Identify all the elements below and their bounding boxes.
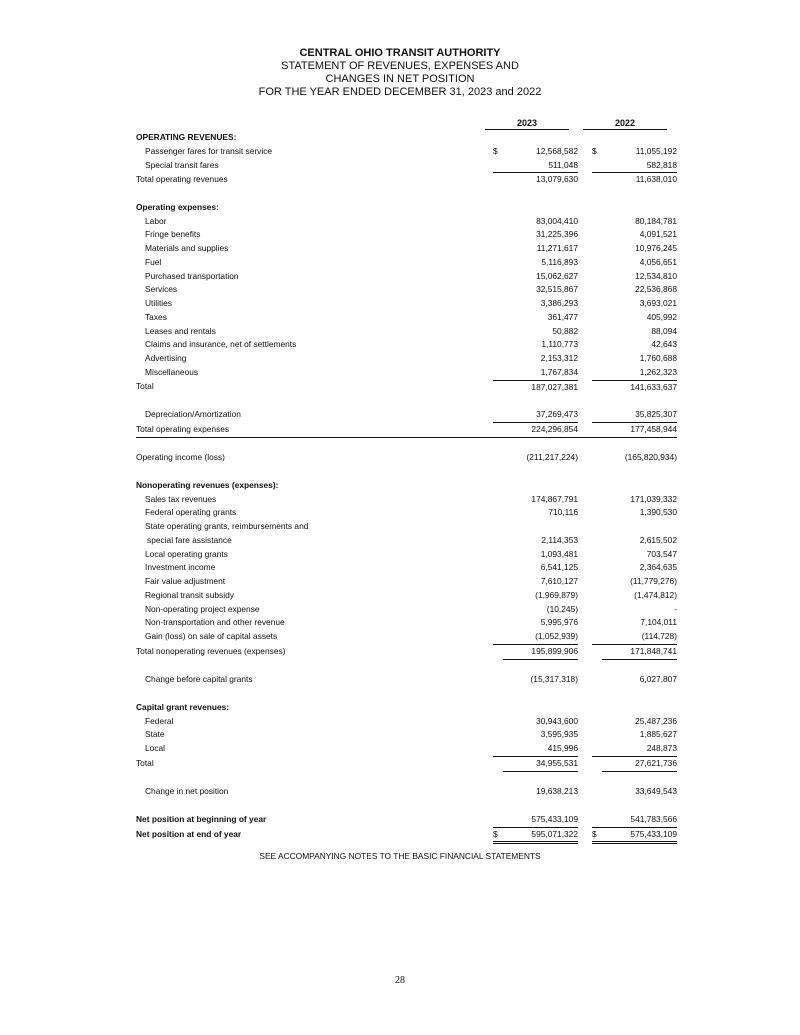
row-label: Investment income <box>145 562 216 573</box>
table-row <box>136 145 677 159</box>
row-label: Regional transit subsidy <box>145 589 234 600</box>
value-2023: (10,245) <box>546 603 578 614</box>
table-row <box>136 228 677 242</box>
row-label: Passenger fares for transit service <box>145 145 273 156</box>
row-label: Fair value adjustment <box>145 576 226 586</box>
value-2022: 4,091,521 <box>639 229 677 240</box>
value-2022: 2,615,502 <box>639 534 677 545</box>
row-label: Special transit fares <box>145 159 219 170</box>
statement-header <box>0 47 800 99</box>
value-2022: 703,547 <box>646 548 677 559</box>
column-header-2022: 2022 <box>583 118 667 130</box>
row-label: Non-transportation and other revenue <box>145 617 285 628</box>
table-row <box>136 311 677 325</box>
row-label: Local <box>145 743 166 754</box>
value-2023: 83,004,410 <box>536 215 578 226</box>
section-heading-row <box>136 701 677 715</box>
table-row <box>136 575 677 589</box>
section-heading-row <box>136 131 677 145</box>
table-row <box>136 630 677 644</box>
value-2022: 2,364,635 <box>639 562 677 573</box>
value-2023: 12,568,582 <box>536 145 578 156</box>
value-2023: 30,943,600 <box>536 715 578 726</box>
value-2022: 12,534,810 <box>635 270 677 281</box>
table-row <box>136 742 677 756</box>
row-label: Net position at beginning of year <box>136 814 267 824</box>
table-row <box>136 366 677 380</box>
table-row <box>136 408 677 422</box>
value-2022: 22,536,868 <box>635 284 677 295</box>
row-label: Federal operating grants <box>145 507 237 518</box>
table-row <box>136 338 677 352</box>
value-2022: 25,487,236 <box>635 715 677 726</box>
value-2023: 415,996 <box>547 743 578 753</box>
statement-title-line1: STATEMENT OF REVENUES, EXPENSES AND <box>281 60 519 72</box>
value-2023: 5,116,893 <box>541 256 578 267</box>
value-2022: 27,621,736 <box>602 756 677 771</box>
value-2023: (15,317,318) <box>530 674 578 685</box>
table-row <box>136 561 677 575</box>
value-2023: 7,610,127 <box>540 576 578 586</box>
table-row <box>136 451 677 465</box>
value-2022: 171,039,332 <box>630 493 677 504</box>
table-row <box>136 493 677 507</box>
row-label: Advertising <box>145 353 187 363</box>
value-2022: 1,760,688 <box>639 353 677 363</box>
financial-statement-table <box>136 131 677 844</box>
column-header-2023: 2023 <box>485 118 569 130</box>
value-2023: (1,969,879) <box>535 589 578 600</box>
value-2023: 710,116 <box>548 507 578 518</box>
row-label: Operating income (loss) <box>136 452 225 463</box>
value-2022: 248,873 <box>646 743 677 753</box>
value-2022: 3,693,021 <box>639 298 677 308</box>
table-row <box>136 673 677 687</box>
value-2022: - <box>674 603 677 614</box>
value-2023: 37,269,473 <box>536 409 578 419</box>
value-2023: 32,515,867 <box>536 284 578 295</box>
value-2022: 10,976,245 <box>635 243 677 253</box>
table-row <box>136 159 677 173</box>
value-2023: 5,995,976 <box>540 617 578 628</box>
value-2023: 195,899,906 <box>503 644 578 659</box>
row-label: Total operating expenses <box>136 423 230 434</box>
value-2022: 1,390,530 <box>639 507 677 518</box>
value-2022: 1,885,627 <box>639 729 677 740</box>
value-2023: 6,541,125 <box>540 562 578 573</box>
table-row <box>136 728 677 742</box>
value-2022: 177,458,944 <box>602 422 677 437</box>
value-2023: 1,093,481 <box>540 548 578 559</box>
total-row <box>136 173 677 187</box>
value-2023: 174,867,791 <box>531 493 578 504</box>
table-row <box>136 242 677 256</box>
total-row <box>136 380 677 394</box>
value-2023: 31,225,396 <box>536 229 578 240</box>
row-label: Net position at end of year <box>136 829 242 839</box>
nonoperating-heading: Nonoperating revenues (expenses): <box>136 479 279 490</box>
value-2022: 80,184,781 <box>635 215 677 226</box>
total-row <box>136 756 677 771</box>
table-row <box>136 534 677 548</box>
value-2022: 541,783,566 <box>630 813 677 824</box>
value-2023: 361,477 <box>547 311 578 322</box>
value-2023: 1,767,834 <box>540 366 578 377</box>
currency-symbol: $ <box>493 827 503 843</box>
row-label: Purchased transportation <box>145 270 239 281</box>
row-label: Non-operating project expense <box>145 603 260 614</box>
value-2022: (11,779,276) <box>630 576 677 586</box>
total-row <box>136 644 677 659</box>
table-row <box>136 616 677 630</box>
value-2023: 15,062,627 <box>536 270 578 281</box>
value-2022: 1,262,323 <box>639 366 677 377</box>
value-2023: (1,052,939) <box>535 631 578 641</box>
row-label: Fuel <box>145 256 162 267</box>
total-row <box>136 827 677 843</box>
section-heading-row <box>136 479 677 493</box>
row-label: Fringe benefits <box>145 229 201 240</box>
table-row <box>136 785 677 799</box>
value-2022: 6,027,807 <box>639 674 677 685</box>
table-row <box>136 352 677 366</box>
value-2023: 2,153,312 <box>540 353 578 363</box>
table-row <box>136 283 677 297</box>
section-heading-row <box>136 201 677 215</box>
value-2023: 187,027,381 <box>503 380 578 394</box>
value-2022: 575,433,109 <box>602 827 677 843</box>
value-2023: 3,386,293 <box>540 298 578 308</box>
row-label: Utilities <box>145 298 172 308</box>
value-2022: (1,474,812) <box>634 589 677 600</box>
value-2023: 595,071,322 <box>503 827 578 843</box>
row-label: Federal <box>145 715 174 726</box>
value-2022: 33,649,543 <box>635 786 677 797</box>
table-row <box>136 813 677 827</box>
statement-title-line2: CHANGES IN NET POSITION <box>325 73 475 85</box>
value-2023: 34,955,531 <box>503 756 578 771</box>
value-2023: (211,217,224) <box>526 452 578 463</box>
value-2022: 35,825,307 <box>635 409 677 419</box>
currency-symbol: $ <box>592 827 602 843</box>
value-2022: 405,992 <box>646 311 677 322</box>
value-2023: 50,882 <box>552 325 578 336</box>
row-label: Leases and rentals <box>145 325 216 336</box>
value-2023: 3,595,935 <box>540 729 578 740</box>
table-row <box>136 548 677 562</box>
value-2022: 4,056,651 <box>639 256 677 267</box>
table-row <box>136 297 677 311</box>
table-row <box>136 256 677 270</box>
value-2023: 575,433,109 <box>531 813 578 824</box>
value-2023: 19,638,213 <box>536 786 578 797</box>
value-2023: 2,114,353 <box>541 534 578 545</box>
row-label: Sales tax revenues <box>145 493 217 504</box>
row-label: Local operating grants <box>145 548 228 559</box>
table-row <box>136 325 677 339</box>
value-2023: 224,296,854 <box>503 422 578 437</box>
total-row <box>136 422 677 437</box>
row-label: Total <box>136 381 154 392</box>
value-2022: 11,055,192 <box>635 145 677 156</box>
row-label: special fare assistance <box>147 534 232 545</box>
capital-grants-heading: Capital grant revenues: <box>136 701 230 712</box>
row-label: Labor <box>145 215 167 226</box>
value-2022: 11,638,010 <box>602 173 677 187</box>
table-row <box>136 715 677 729</box>
row-label: Materials and supplies <box>145 243 229 253</box>
value-2023: 511,048 <box>548 159 578 170</box>
organization-name: CENTRAL OHIO TRANSIT AUTHORITY <box>299 47 501 59</box>
value-2022: 88,094 <box>651 325 677 336</box>
table-row <box>136 520 677 534</box>
table-row <box>136 270 677 284</box>
row-label: Miscellaneous <box>145 367 199 377</box>
row-label: Change in net position <box>145 786 229 797</box>
row-label: Taxes <box>145 311 167 322</box>
value-2022: 582,818 <box>646 159 677 170</box>
row-label: Total <box>136 757 154 768</box>
row-label: Depreciation/Amortization <box>145 409 241 420</box>
row-label: Total nonoperating revenues (expenses) <box>136 645 286 656</box>
row-label: Claims and insurance, net of settlements <box>145 339 297 350</box>
value-2022: 42,643 <box>651 339 677 350</box>
value-2022: 171,848,741 <box>602 644 677 659</box>
row-label: Change before capital grants <box>145 674 253 685</box>
row-label: Services <box>145 284 178 295</box>
row-label: Gain (loss) on sale of capital assets <box>145 631 278 642</box>
table-row <box>136 506 677 520</box>
page-number: 28 <box>395 975 405 986</box>
value-2023: 1,110,773 <box>541 339 578 350</box>
statement-period: FOR THE YEAR ENDED DECEMBER 31, 2023 and 2022 <box>258 86 542 98</box>
table-row <box>136 589 677 603</box>
value-2022: 7,104,011 <box>640 617 677 628</box>
value-2023: 13,079,630 <box>503 173 578 187</box>
footer-note: SEE ACCOMPANYING NOTES TO THE BASIC FINANCIAL STATEMENTS <box>259 851 541 861</box>
row-label: State <box>145 729 165 740</box>
table-row <box>136 215 677 229</box>
operating-revenues-heading: OPERATING REVENUES: <box>136 132 237 142</box>
currency-symbol: $ <box>493 145 498 156</box>
value-2023: 11,271,617 <box>536 243 578 253</box>
currency-symbol: $ <box>592 145 597 156</box>
operating-expenses-heading: Operating expenses: <box>136 201 219 212</box>
value-2022: 141,633,637 <box>602 380 677 394</box>
table-row <box>136 603 677 617</box>
row-label: State operating grants, reimbursements and <box>145 521 309 531</box>
value-2022: (165,820,934) <box>624 452 677 463</box>
row-label: Total operating revenues <box>136 174 228 184</box>
value-2022: (114,728) <box>641 631 677 641</box>
